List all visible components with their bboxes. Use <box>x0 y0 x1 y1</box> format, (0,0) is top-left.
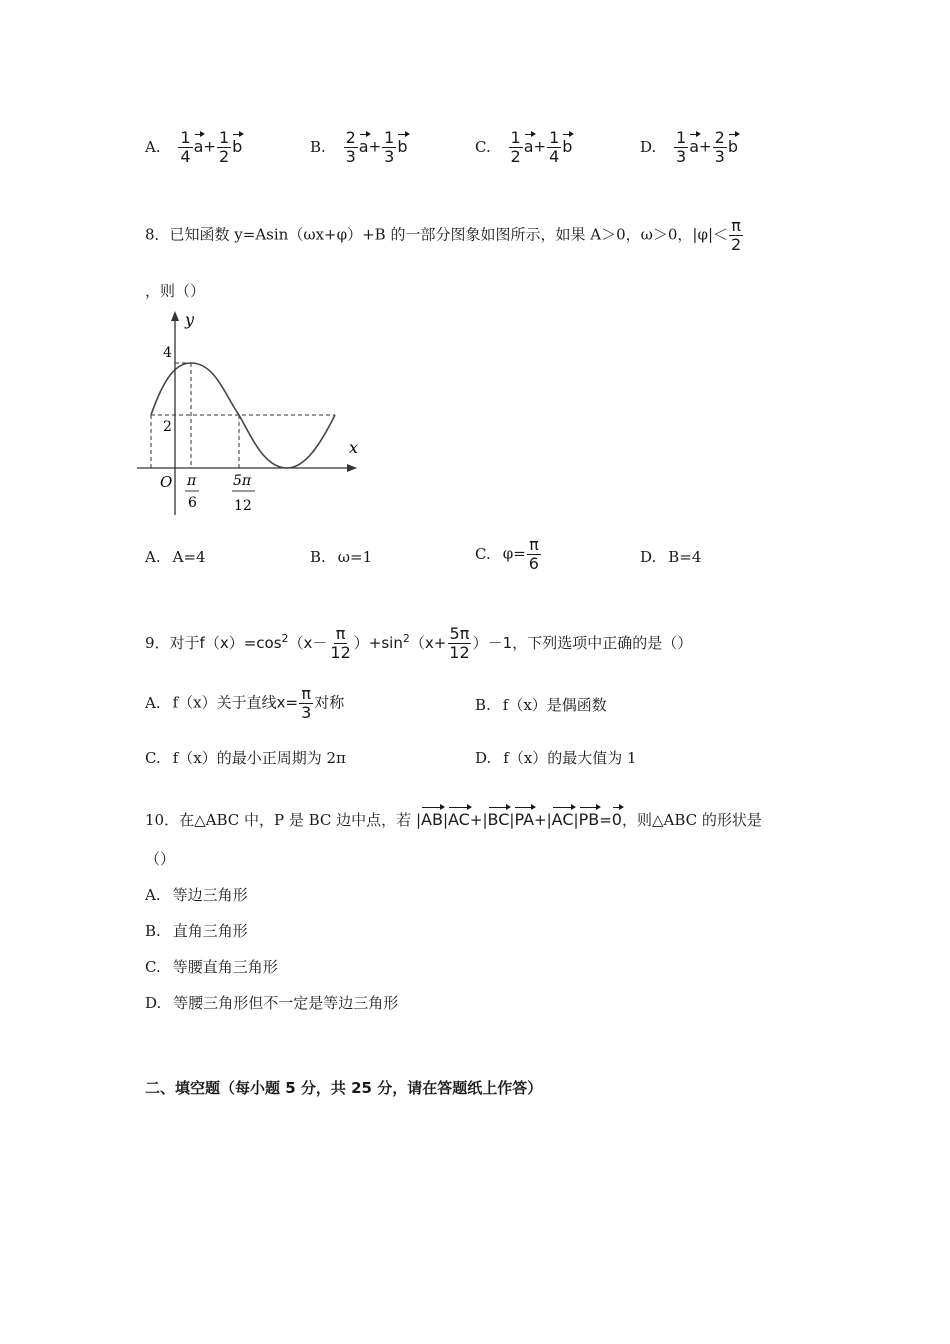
vector-b: b <box>397 132 407 156</box>
option-label: C. <box>145 958 161 976</box>
fraction: $\frac{1}{3}$ <box>676 128 687 166</box>
fraction: $\frac{2}{3}$ <box>345 128 356 166</box>
q8-option-c <box>475 537 542 572</box>
option-text: 等边三角形 <box>172 886 248 904</box>
x-tick-5pi12-num: 5π <box>233 473 252 489</box>
vector-a: a <box>194 132 204 156</box>
q8-stem-tail: ，则（） <box>145 282 206 300</box>
q9-option-c <box>145 747 346 768</box>
q8-option-b <box>310 548 372 566</box>
q9-option-a: A. f（x）关于直线x= $\frac{\pi}{3}$ 对称 <box>145 684 345 722</box>
q7-option-d: D. $\frac{1}{3}$ a+ $\frac{2}{3}$ b <box>640 128 738 166</box>
q9-stem: 9．对于$f(x)=\cos^2(x-$ $\frac{\pi}{12}$ ）$+\sin^2(x+$ $\frac{5\pi}{12}$ ）－1，下列选项中正确的是（） <box>145 624 693 662</box>
q8-sine-graph <box>135 305 375 520</box>
option-label: A. <box>145 693 161 712</box>
fraction: $\frac{1}{4}$ <box>180 128 191 166</box>
section-heading: 二、填空题（每小题 5 分，共 25 分，请在答题纸上作答） <box>145 1079 543 1097</box>
option-text: 直角三角形 <box>172 922 248 940</box>
option-label: C. <box>475 137 491 156</box>
fraction: $\frac{1}{3}$ <box>384 128 395 166</box>
q10-option-d <box>145 992 398 1013</box>
q9-option-b <box>475 694 607 715</box>
y-axis-label: y <box>185 310 195 329</box>
y-axis-arrow <box>171 311 179 321</box>
q10-paren: （） <box>145 850 176 868</box>
q10-option-b <box>145 920 248 941</box>
fraction: $\frac{\pi}{6}$ <box>528 535 539 573</box>
q7-option-c: C. $\frac{1}{2}$ a+ $\frac{1}{4}$ b <box>475 128 573 166</box>
option-label: C. <box>475 544 491 563</box>
q10-option-c <box>145 956 278 977</box>
fraction: $\frac{1}{2}$ <box>510 128 521 166</box>
tick-label-4: 4 <box>163 345 172 361</box>
x-tick-pi6-num: π <box>187 473 197 489</box>
x-axis-label: x <box>349 438 359 457</box>
q10-stem: 10．在△ABC 中，P 是 BC 边中点，若 |AB|AC+|BC|PA+|AC|PB=0，则△ABC 的形状是 <box>145 805 762 830</box>
q8-option-a <box>145 548 206 566</box>
vector-equation: |AB|AC+|BC|PA+|AC|PB=0 <box>416 811 622 829</box>
x-tick-pi6-den: 6 <box>188 495 197 511</box>
q7-option-b: B. $\frac{2}{3}$ a+ $\frac{1}{3}$ b <box>310 128 408 166</box>
fraction: $\frac{1}{4}$ <box>549 128 560 166</box>
option-text: 等腰三角形但不一定是等边三角形 <box>173 994 399 1012</box>
q10-option-a <box>145 884 248 905</box>
option-label: C. <box>145 749 161 767</box>
option-text: 等腰直角三角形 <box>172 958 278 976</box>
option-text: A=4 <box>172 548 206 566</box>
option-label: B. <box>145 922 161 940</box>
option-label: B. <box>475 696 491 714</box>
q7-option-a: A. $\frac{1}{4}$ a+ $\frac{1}{2}$ b <box>145 128 243 166</box>
vector-a: a <box>524 132 534 156</box>
option-text: f（x）的最小正周期为 2π <box>172 749 346 767</box>
option-label: D. <box>145 994 162 1012</box>
vector-a: a <box>689 132 699 156</box>
fraction: $\frac{\pi}{2}$ <box>731 216 742 254</box>
q8-stem-text: 8．已知函数 y=Asin（ωx+φ）+B 的一部分图象如图所示，如果 A＞0，ω＞0，|φ|＜ <box>145 225 728 244</box>
option-text: B=4 <box>668 548 702 566</box>
origin-label: O <box>160 473 173 491</box>
q8-stem <box>145 218 744 253</box>
option-label: B. <box>310 137 326 156</box>
option-text: φ= <box>502 544 526 563</box>
fraction: $\frac{\pi}{3}$ <box>301 684 312 722</box>
vector-a: a <box>359 132 369 156</box>
vector-b: b <box>728 132 738 156</box>
vector-b: b <box>562 132 572 156</box>
option-text: f（x）的最大值为 1 <box>503 749 637 767</box>
x-tick-5pi12-den: 12 <box>234 498 252 514</box>
formula: $f(x)=\cos^2(x-$ $\frac{\pi}{12}$ ）$+\sin^2(x+$ $\frac{5\pi}{12}$ ）－1 <box>199 624 513 662</box>
x-axis-arrow <box>347 464 357 472</box>
option-label: A. <box>145 548 161 566</box>
tick-label-2: 2 <box>163 419 172 435</box>
option-label: D. <box>640 137 657 156</box>
option-label: D. <box>640 548 657 566</box>
fraction: $\frac{2}{3}$ <box>714 128 725 166</box>
option-label: A. <box>145 137 161 156</box>
option-label: A. <box>145 886 161 904</box>
option-label: D. <box>475 749 492 767</box>
q9-option-d <box>475 747 637 768</box>
option-text: ω=1 <box>337 548 373 566</box>
option-label: B. <box>310 548 326 566</box>
fraction: $\frac{1}{2}$ <box>218 128 230 166</box>
option-text: f（x）是偶函数 <box>502 696 607 714</box>
q8-option-d <box>640 548 701 566</box>
vector-b: b <box>232 132 242 156</box>
